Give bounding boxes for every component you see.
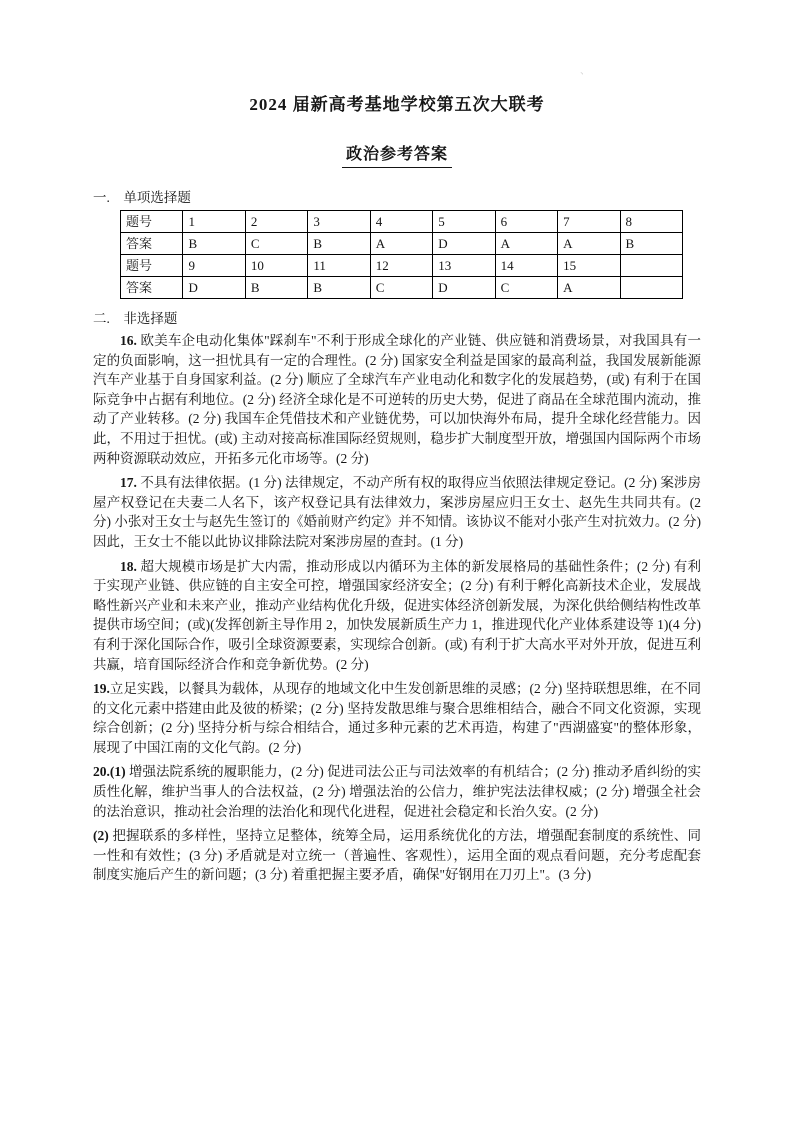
- table-row: [121, 233, 683, 255]
- answer-cell: D: [433, 277, 495, 299]
- answer-paragraph-20-1: [93, 762, 701, 821]
- question-number-cell: 14: [495, 255, 557, 277]
- row-label-cell: 题号: [121, 211, 183, 233]
- answer-cell: B: [183, 233, 245, 255]
- question-number-cell: 9: [183, 255, 245, 277]
- question-number-cell: 4: [370, 211, 432, 233]
- question-number-cell: 5: [433, 211, 495, 233]
- question-number-label: 17.: [120, 475, 137, 491]
- exam-title: 2024 届新高考基地学校第五次大联考: [249, 95, 545, 114]
- question-number-label: 18.: [120, 558, 137, 574]
- answer-cell: D: [433, 233, 495, 255]
- question-number-label: 19.: [93, 681, 110, 697]
- question-number-cell: 10: [245, 255, 307, 277]
- answer-text: 欧美车企电动化集体"踩刹车"不利于形成全球化的产业链、供应链和消费场景，对我国具有一定的负面影响，这一担忧具有一定的合理性。(2 分) 国家安全利益是国家的最高利益，我国发展新能源汽车产业基于自身国家利益。(2 分) 顺应了全球汽车产业电动化和数字化的发展趋势，(或) 有利于在国际竞争中占据有利地位。(2 分) 经济全球化是不可逆转的历史大势，促进了商品在全球范围内流动，推动了产业转移。(2 分) 我国车企凭借技术和产业链优势，可以加快海外布局，提升全球化经营能力。因此，不用过于担忧。(或) 主动对接高标准国际经贸规则，稳步扩大制度型开放，增强国内国际两个市场两种资源联动效应，开拓多元化市场等。(2 分): [93, 333, 701, 466]
- answer-cell: C: [495, 277, 557, 299]
- answer-paragraph-17: [93, 473, 701, 551]
- row-label-cell: 答案: [121, 277, 183, 299]
- table-row: [121, 277, 683, 299]
- table-row: [121, 211, 683, 233]
- question-number-cell: [620, 255, 683, 277]
- answer-cell: C: [245, 233, 307, 255]
- question-number-cell: 6: [495, 211, 557, 233]
- row-label-cell: 答案: [121, 233, 183, 255]
- table-row: [121, 255, 683, 277]
- section-heading-non-choice: 二. 非选择题: [93, 311, 178, 326]
- answer-paragraph-18: [93, 557, 701, 675]
- row-label-cell: 题号: [121, 255, 183, 277]
- answer-paragraph-16: [93, 331, 701, 468]
- question-number-label: 16.: [120, 333, 137, 348]
- answer-text: 增强法院系统的履职能力，(2 分) 促进司法公正与司法效率的有机结合；(2 分) 推动矛盾纠纷的实质性化解，维护当事人的合法权益，(2 分) 增强法治的公信力，维护宪法法律权威；(2 分) 增强全社会的法治意识，推动社会治理的法治化和现代化进程，促进社会稳定和长治久安。(2 分): [93, 764, 701, 819]
- answer-text: 立足实践，以餐具为载体，从现存的地域文化中生发创新思维的灵感；(2 分) 坚持联想思维，在不同的文化元素中搭建由此及彼的桥梁；(2 分) 坚持发散思维与聚合思维相结合，融合不同文化资源，实现综合创新；(2 分) 坚持分析与综合相结合，通过多种元素的艺术再造，构建了"西湖盛宴"的整体形象，展现了中国江南的文化气韵。(2 分): [93, 681, 701, 755]
- answer-key-subtitle: [93, 141, 701, 168]
- answer-cell: B: [308, 233, 370, 255]
- answer-cell: C: [370, 277, 432, 299]
- answer-text: 把握联系的多样性，坚持立足整体，统筹全局，运用系统优化的方法，增强配套制度的系统性、同一性和有效性；(3 分) 矛盾就是对立统一（普遍性、客观性），运用全面的观点看问题，充分考虑配套制度实施后产生的新问题；(3 分) 着重把握主要矛盾，确保"好钢用在刀刃上"。(3 分): [93, 828, 701, 883]
- question-number-cell: 15: [558, 255, 620, 277]
- answer-cell: B: [245, 277, 307, 299]
- question-number-cell: 11: [308, 255, 370, 277]
- answer-cell: A: [495, 233, 557, 255]
- question-number-cell: 12: [370, 255, 432, 277]
- answer-cell: [620, 277, 683, 299]
- section-heading-multiple-choice: 一. 单项选择题: [93, 190, 191, 205]
- answer-cell: B: [308, 277, 370, 299]
- subtitle-text: 政治参考答案: [342, 141, 452, 168]
- answer-text: 超大规模市场是扩大内需，推动形成以内循环为主体的新发展格局的基础性条件；(2 分) 有利于实现产业链、供应链的自主安全可控，增强国家经济安全；(2 分) 有利于孵化高新技术企业，发展战略性新兴产业和未来产业，推动产业结构优化升级，促进实体经济创新发展，为深化供给侧结构性改革提供市场空间；(或)(发挥创新主导作用 2，加快发展新质生产力 1，推进现代化产业体系建设等 1)(4 分) 有利于深化国际合作，吸引全球资源要素，实现综合创新。(或) 有利于扩大高水平对外开放，促进互利共赢，培育国际经济合作和竞争新优势。(2 分): [93, 558, 701, 672]
- question-number-cell: 8: [620, 211, 683, 233]
- answer-cell: B: [620, 233, 683, 255]
- question-number-cell: 13: [433, 255, 495, 277]
- answer-table: [120, 210, 683, 299]
- answer-paragraph-19: [93, 679, 701, 757]
- answer-text: 不具有法律依据。(1 分) 法律规定，不动产所有权的取得应当依照法律规定登记。(2 分) 案涉房屋产权登记在夫妻二人名下，该产权登记具有法律效力，案涉房屋应归王女士、赵先生共同共有。(2 分) 小张对王女士与赵先生签订的《婚前财产约定》并不知情。该协议不能对小张产生对抗效力。(2 分) 因此，王女士不能以此协议排除法院对案涉房屋的查封。(1 分): [93, 475, 701, 549]
- question-number-cell: 1: [183, 211, 245, 233]
- question-number-cell: 3: [308, 211, 370, 233]
- question-number-cell: 2: [245, 211, 307, 233]
- answer-cell: D: [183, 277, 245, 299]
- faint-smudge-mark: 、: [580, 66, 590, 77]
- answer-cell: A: [370, 233, 432, 255]
- question-number-cell: 7: [558, 211, 620, 233]
- answer-paragraph-20-2: [93, 826, 701, 885]
- answer-cell: A: [558, 277, 620, 299]
- answer-cell: A: [558, 233, 620, 255]
- question-number-label: 20.(1): [93, 764, 126, 780]
- question-number-label: (2): [93, 828, 109, 844]
